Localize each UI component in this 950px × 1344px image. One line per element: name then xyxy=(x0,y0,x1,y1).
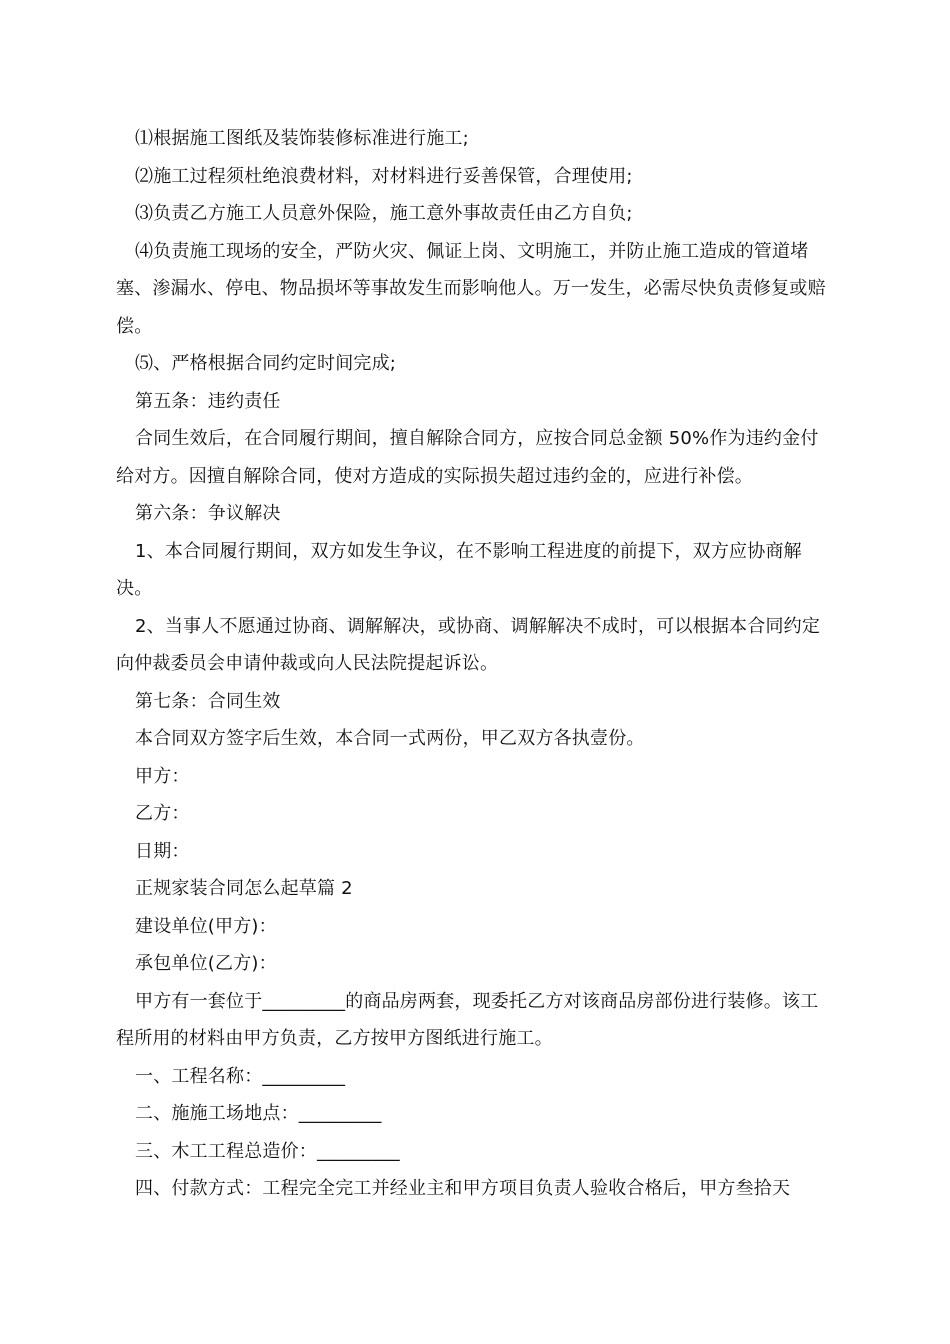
contract-intro-text: 甲方有一套位于_________的商品房两套，现委托乙方对该商品房部份进行装修。该工程所用的材料由甲方负责，乙方按甲方图纸进行施工。 xyxy=(116,990,819,1049)
article-5-breach-text: 合同生效后，在合同履行期间，擅自解除合同方，应按合同总金额 50%作为违约金付给对方。因擅自解除合同，使对方造成的实际损失超过违约金的，应进行补偿。 xyxy=(116,428,819,487)
document-body xyxy=(116,120,834,1208)
article-6-heading: 第六条：争议解决 xyxy=(135,503,281,524)
article-6-item-2: 2、当事人不愿通过协商、调解解决，或协商、调解解决不成时，可以根据本合同约定向仲裁委员会申请仲裁或向人民法院提起诉讼。 xyxy=(116,615,821,674)
date-line: 日期： xyxy=(135,840,190,862)
construction-unit-party-a: 建设单位(甲方)： xyxy=(135,915,277,937)
total-cost-field: 三、木工工程总造价：_________ xyxy=(135,1140,400,1162)
clause-1-construction-standard: ⑴根据施工图纸及装饰装修标准进行施工; xyxy=(135,128,469,149)
party-a-signature-line: 甲方： xyxy=(135,765,190,787)
article-6-item-1: 1、本合同履行期间，双方如发生争议，在不影响工程进度的前提下，双方应协商解决。 xyxy=(116,540,802,599)
section-2-title: 正规家装合同怎么起草篇 2 xyxy=(135,878,353,899)
clause-2-material-management: ⑵施工过程须杜绝浪费材料，对材料进行妥善保管，合理使用; xyxy=(135,165,633,187)
clause-3-accident-insurance: ⑶负责乙方施工人员意外保险，施工意外事故责任由乙方自负; xyxy=(135,203,633,224)
clause-5-completion-time: ⑸、严格根据合同约定时间完成; xyxy=(135,353,397,374)
project-name-field: 一、工程名称：_________ xyxy=(135,1065,346,1087)
clause-4-site-safety: ⑷负责施工现场的安全，严防火灾、佩证上岗、文明施工，并防止施工造成的管道堵塞、渗漏水、停电、物品损坏等事故发生而影响他人。万一发生，必需尽快负责修复或赔偿。 xyxy=(116,240,826,337)
article-7-heading: 第七条：合同生效 xyxy=(135,690,281,712)
contracting-unit-party-b: 承包单位(乙方)： xyxy=(135,953,277,974)
party-b-signature-line: 乙方： xyxy=(135,803,190,824)
article-5-heading: 第五条：违约责任 xyxy=(135,390,281,412)
payment-method-text: 四、付款方式：工程完全完工并经业主和甲方项目负责人验收合格后，甲方叁拾天 xyxy=(135,1178,791,1199)
article-7-text: 本合同双方签字后生效，本合同一式两份，甲乙双方各执壹份。 xyxy=(135,728,645,749)
project-location-field: 二、施施工场地点：_________ xyxy=(135,1103,382,1124)
